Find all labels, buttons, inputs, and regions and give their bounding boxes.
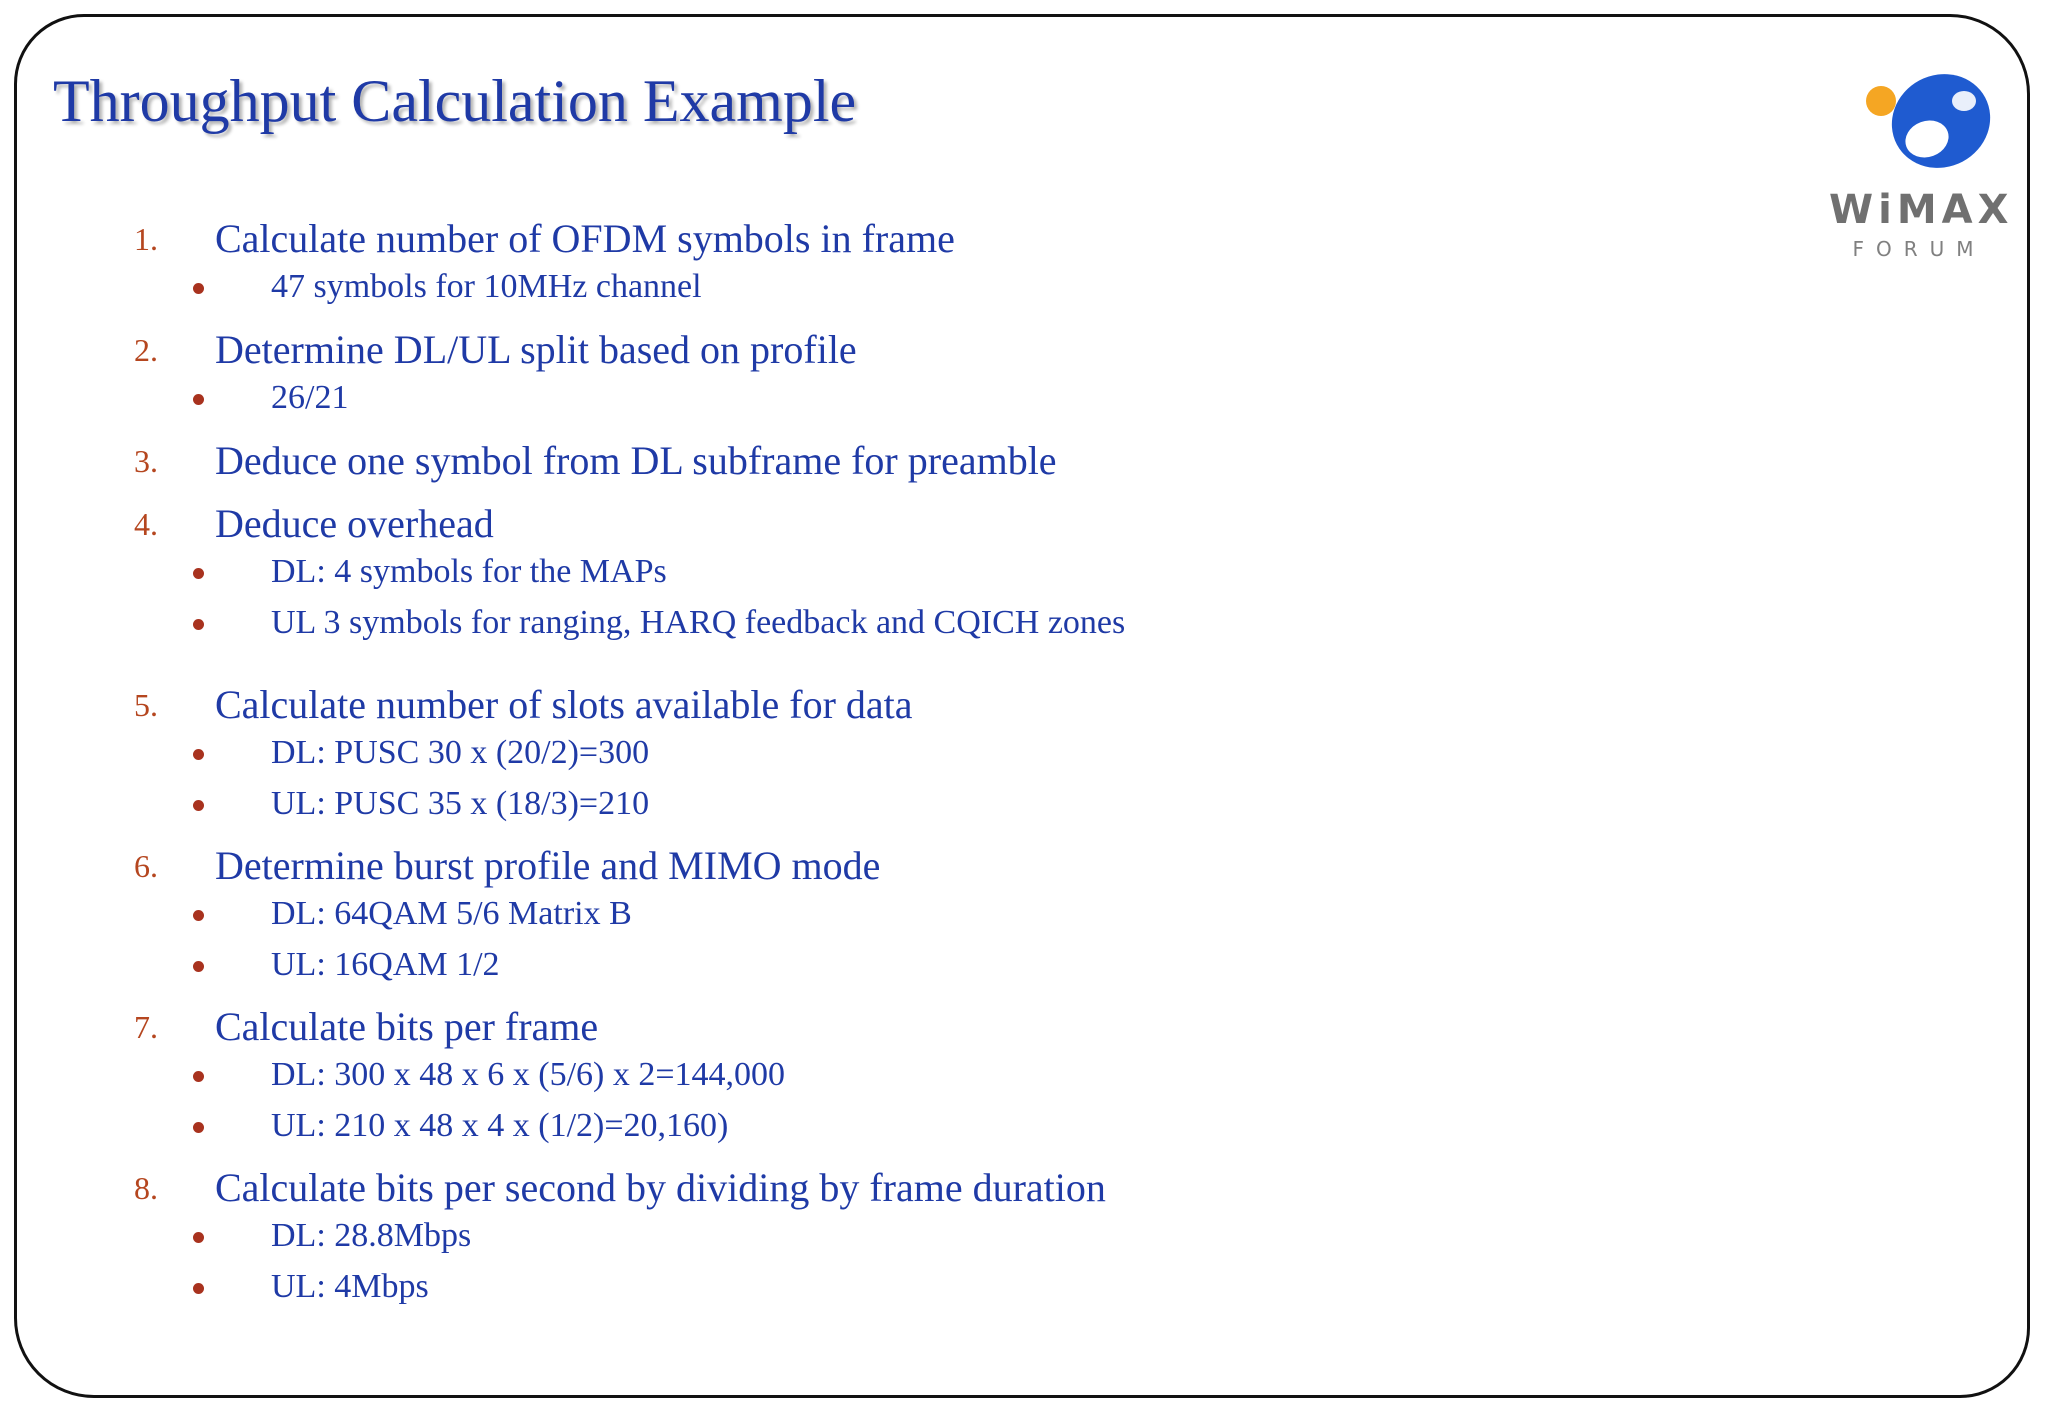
substep-text: UL: 210 x 48 x 4 x (1/2)=20,160) [271, 1107, 729, 1144]
substep-text: DL: PUSC 30 x (20/2)=300 [271, 734, 650, 771]
bullet-icon [193, 568, 204, 579]
substep-text: UL: 4Mbps [271, 1268, 429, 1305]
substep-text: DL: 64QAM 5/6 Matrix B [271, 895, 632, 932]
substep-text: UL: PUSC 35 x (18/3)=210 [271, 785, 650, 822]
substep-text: DL: 28.8Mbps [271, 1217, 472, 1254]
step-number: 3. [134, 443, 158, 479]
bullet-icon [193, 283, 204, 294]
step-number: 1. [134, 221, 158, 257]
bullet-icon [193, 1122, 204, 1133]
step-text: Determine burst profile and MIMO mode [215, 843, 881, 888]
bullet-icon [193, 800, 204, 811]
substep-text: DL: 4 symbols for the MAPs [271, 553, 667, 590]
bullet-icon [193, 619, 204, 630]
logo-subtext: FORUM [1852, 237, 1986, 261]
step-text: Calculate bits per frame [215, 1004, 599, 1049]
bullet-icon [193, 1071, 204, 1082]
step-number: 4. [134, 506, 158, 542]
step-number: 7. [134, 1009, 158, 1045]
step-text: Calculate bits per second by dividing by frame duration [215, 1165, 1106, 1210]
slide-title: Throughput Calculation Example [53, 68, 857, 134]
substep-text: UL 3 symbols for ranging, HARQ feedback and CQICH zones [271, 604, 1126, 641]
bullet-icon [193, 749, 204, 760]
step-text: Deduce one symbol from DL subframe for preamble [215, 438, 1057, 483]
bullet-icon [193, 961, 204, 972]
step-number: 6. [134, 848, 158, 884]
logo-wordmark: WiMAX [1829, 187, 2014, 233]
step-number: 8. [134, 1170, 158, 1206]
step-number: 2. [134, 332, 158, 368]
bullet-icon [193, 1283, 204, 1294]
substep-text: DL: 300 x 48 x 6 x (5/6) x 2=144,000 [271, 1056, 786, 1093]
step-text: Calculate number of slots available for data [215, 682, 913, 727]
steps-list [17, 17, 2027, 1395]
substep-text: 47 symbols for 10MHz channel [271, 268, 702, 305]
bullet-icon [193, 394, 204, 405]
substep-text: 26/21 [271, 379, 349, 416]
step-text: Determine DL/UL split based on profile [215, 327, 857, 372]
bullet-icon [193, 910, 204, 921]
bullet-icon [193, 1232, 204, 1243]
step-number: 5. [134, 687, 158, 723]
step-text: Deduce overhead [215, 501, 494, 546]
slide [14, 14, 2030, 1398]
step-text: Calculate number of OFDM symbols in frame [215, 216, 955, 261]
substep-text: UL: 16QAM 1/2 [271, 946, 500, 983]
